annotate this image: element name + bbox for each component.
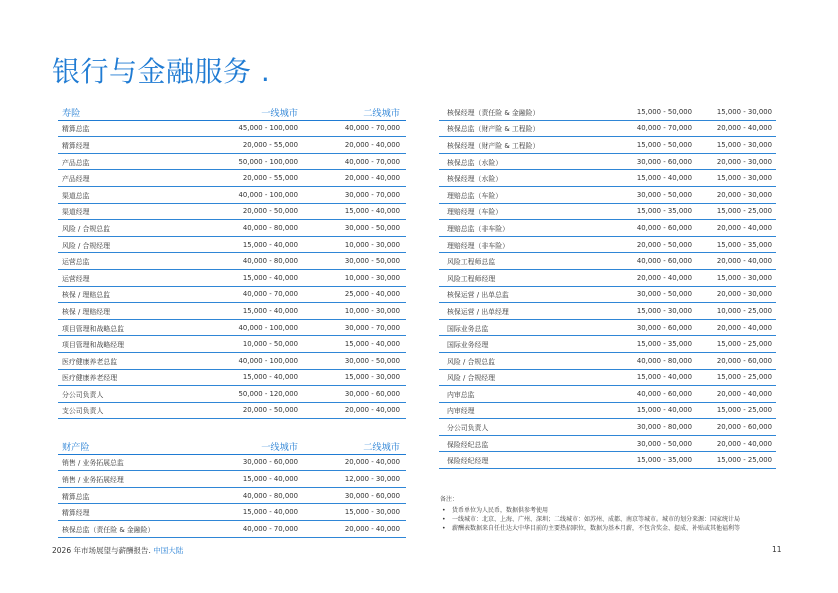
position-name: 核保经理（责任险 & 金融险） bbox=[447, 108, 540, 117]
table-row bbox=[58, 170, 406, 187]
position-name: 精算经理 bbox=[62, 509, 90, 518]
position-name: 医疗健康养老经理 bbox=[62, 374, 118, 383]
tier2-city-salary: 20,000 - 30,000 bbox=[716, 157, 772, 166]
table-row bbox=[58, 386, 406, 403]
table-row bbox=[58, 471, 406, 488]
table-row bbox=[439, 336, 776, 353]
tier1-city-salary: 30,000 - 50,000 bbox=[636, 290, 692, 299]
tier2-city-salary: 20,000 - 40,000 bbox=[716, 323, 772, 332]
position-name: 销售 / 业务拓展总监 bbox=[62, 459, 124, 468]
tier2-city-salary: 30,000 - 50,000 bbox=[344, 223, 400, 232]
tier1-city-salary: 30,000 - 60,000 bbox=[242, 458, 298, 467]
position-name: 渠道经理 bbox=[62, 208, 90, 217]
position-name: 支公司负责人 bbox=[62, 407, 104, 416]
tier1-city-salary: 40,000 - 70,000 bbox=[242, 290, 298, 299]
position-name: 精算总监 bbox=[62, 125, 90, 134]
tier1-city-salary: 50,000 - 100,000 bbox=[238, 157, 298, 166]
tier1-city-salary: 15,000 - 40,000 bbox=[636, 174, 692, 183]
tier1-city-salary: 15,000 - 40,000 bbox=[242, 508, 298, 517]
page-number: 11 bbox=[772, 545, 782, 554]
tier1-city-salary: 20,000 - 50,000 bbox=[242, 207, 298, 216]
property-insurance-salary-table-continued bbox=[439, 104, 776, 469]
table-row bbox=[439, 419, 776, 436]
table-row bbox=[58, 253, 406, 270]
table-row bbox=[58, 521, 406, 538]
position-name: 医疗健康养老总监 bbox=[62, 357, 118, 366]
tier2-city-salary: 20,000 - 40,000 bbox=[344, 140, 400, 149]
position-name: 核保 / 理赔经理 bbox=[62, 307, 111, 316]
table-row bbox=[58, 353, 406, 370]
table-row bbox=[439, 353, 776, 370]
tier1-city-salary: 30,000 - 50,000 bbox=[636, 439, 692, 448]
tier1-city-salary: 30,000 - 80,000 bbox=[636, 423, 692, 432]
tier2-city-salary: 20,000 - 40,000 bbox=[344, 524, 400, 533]
table-row bbox=[58, 370, 406, 387]
tier2-city-salary: 12,000 - 30,000 bbox=[344, 474, 400, 483]
table-row bbox=[58, 336, 406, 353]
tier2-city-salary: 20,000 - 30,000 bbox=[716, 290, 772, 299]
tier1-city-salary: 40,000 - 100,000 bbox=[238, 323, 298, 332]
note-item bbox=[440, 506, 780, 515]
position-name: 理赔总监（车险） bbox=[447, 191, 503, 200]
position-name: 核保运营 / 出单经理 bbox=[447, 307, 509, 316]
table-row bbox=[58, 121, 406, 138]
tier1-city-salary: 30,000 - 50,000 bbox=[636, 190, 692, 199]
position-name: 理赔经理（非车险） bbox=[447, 241, 510, 250]
footer bbox=[52, 545, 183, 556]
tier2-city-salary: 30,000 - 60,000 bbox=[344, 491, 400, 500]
tier2-city-salary: 20,000 - 40,000 bbox=[716, 257, 772, 266]
position-name: 运营经理 bbox=[62, 274, 90, 283]
tier2-city-salary: 15,000 - 25,000 bbox=[716, 373, 772, 382]
table-row bbox=[58, 204, 406, 221]
table-row bbox=[58, 220, 406, 237]
tier2-city-salary: 10,000 - 30,000 bbox=[344, 240, 400, 249]
table-row bbox=[58, 287, 406, 304]
tier1-city-salary: 20,000 - 50,000 bbox=[242, 406, 298, 415]
tier2-city-salary: 15,000 - 30,000 bbox=[344, 508, 400, 517]
position-name: 分公司负责人 bbox=[447, 424, 489, 433]
tier2-city-salary: 15,000 - 25,000 bbox=[716, 456, 772, 465]
tier2-city-salary: 25,000 - 40,000 bbox=[344, 290, 400, 299]
tier1-city-salary: 15,000 - 40,000 bbox=[242, 273, 298, 282]
tier1-city-salary: 15,000 - 40,000 bbox=[636, 373, 692, 382]
table-row bbox=[439, 253, 776, 270]
tier1-city-salary: 40,000 - 60,000 bbox=[636, 223, 692, 232]
tier1-city-salary: 20,000 - 55,000 bbox=[242, 174, 298, 183]
position-name: 核保 / 理赔总监 bbox=[62, 291, 111, 300]
tier1-city-salary: 15,000 - 40,000 bbox=[636, 406, 692, 415]
table-row bbox=[439, 137, 776, 154]
tier2-city-salary: 30,000 - 50,000 bbox=[344, 356, 400, 365]
tier1-city-salary: 15,000 - 40,000 bbox=[242, 474, 298, 483]
note-text: 薪酬表数据来自任仕达大中华目前的主要热招职位，数据为基本月薪，不包含奖金、提成、补贴或其他福利等 bbox=[452, 525, 741, 532]
tier1-city-salary: 20,000 - 55,000 bbox=[242, 140, 298, 149]
tier2-city-salary: 15,000 - 25,000 bbox=[716, 340, 772, 349]
tier2-city-salary: 30,000 - 60,000 bbox=[344, 389, 400, 398]
table-row bbox=[439, 220, 776, 237]
notes bbox=[440, 494, 780, 533]
tier1-city-salary: 15,000 - 50,000 bbox=[636, 107, 692, 116]
position-name: 风险 / 合规总监 bbox=[447, 357, 496, 366]
tier2-city-salary: 15,000 - 25,000 bbox=[716, 207, 772, 216]
tier2-city-salary: 15,000 - 30,000 bbox=[716, 273, 772, 282]
table-row bbox=[58, 154, 406, 171]
tier2-city-salary: 20,000 - 40,000 bbox=[344, 458, 400, 467]
position-name: 产品总监 bbox=[62, 158, 90, 167]
tier2-city-column-header: 二线城市 bbox=[363, 107, 400, 119]
tier1-city-salary: 15,000 - 50,000 bbox=[636, 140, 692, 149]
table-row bbox=[439, 270, 776, 287]
tier2-city-salary: 30,000 - 70,000 bbox=[344, 323, 400, 332]
tier1-city-salary: 40,000 - 80,000 bbox=[242, 257, 298, 266]
tier1-city-salary: 45,000 - 100,000 bbox=[238, 124, 298, 133]
position-name: 风险 / 合规总监 bbox=[62, 224, 111, 233]
position-name: 项目管理和战略总监 bbox=[62, 324, 125, 333]
tier1-city-salary: 50,000 - 120,000 bbox=[238, 389, 298, 398]
note-text: 货币单位为人民币，数据供参考使用 bbox=[452, 507, 549, 514]
tier2-city-salary: 30,000 - 50,000 bbox=[344, 257, 400, 266]
table-body bbox=[439, 104, 776, 469]
tier1-city-salary: 15,000 - 35,000 bbox=[636, 456, 692, 465]
tier1-city-salary: 15,000 - 35,000 bbox=[636, 207, 692, 216]
tier2-city-salary: 15,000 - 40,000 bbox=[344, 340, 400, 349]
life-insurance-salary-table bbox=[58, 104, 406, 419]
tier1-city-salary: 30,000 - 60,000 bbox=[636, 323, 692, 332]
position-name: 销售 / 业务拓展经理 bbox=[62, 475, 124, 484]
position-name: 保险经纪经理 bbox=[447, 457, 489, 466]
position-name: 项目管理和战略经理 bbox=[62, 341, 125, 350]
position-name: 核保经理（财产险 & 工程险） bbox=[447, 141, 540, 150]
table-row bbox=[439, 370, 776, 387]
tier1-city-salary: 40,000 - 70,000 bbox=[636, 124, 692, 133]
tier2-city-salary: 15,000 - 25,000 bbox=[716, 406, 772, 415]
tier2-city-salary: 15,000 - 35,000 bbox=[716, 240, 772, 249]
table-row bbox=[439, 403, 776, 420]
table-row bbox=[58, 488, 406, 505]
position-name: 国际业务总监 bbox=[447, 324, 489, 333]
tier1-city-salary: 40,000 - 80,000 bbox=[242, 491, 298, 500]
footer-report-title: 2026 年市场展望与薪酬报告. bbox=[52, 546, 151, 555]
position-name: 核保总监（财产险 & 工程险） bbox=[447, 125, 540, 134]
section-heading: 财产险 bbox=[62, 441, 90, 453]
tier2-city-salary: 30,000 - 70,000 bbox=[344, 190, 400, 199]
note-item bbox=[440, 515, 780, 524]
position-name: 分公司负责人 bbox=[62, 390, 104, 399]
table-row bbox=[439, 204, 776, 221]
tier1-city-column-header: 一线城市 bbox=[261, 441, 298, 453]
table-row bbox=[58, 320, 406, 337]
tier1-city-column-header: 一线城市 bbox=[261, 107, 298, 119]
tier2-city-salary: 20,000 - 40,000 bbox=[344, 406, 400, 415]
tier2-city-salary: 15,000 - 30,000 bbox=[716, 174, 772, 183]
tier1-city-salary: 40,000 - 80,000 bbox=[636, 356, 692, 365]
tier2-city-salary: 20,000 - 40,000 bbox=[716, 389, 772, 398]
table-header bbox=[58, 104, 406, 121]
tier1-city-salary: 40,000 - 80,000 bbox=[242, 223, 298, 232]
table-row bbox=[58, 455, 406, 472]
table-row bbox=[58, 137, 406, 154]
tier2-city-salary: 15,000 - 30,000 bbox=[716, 140, 772, 149]
table-header bbox=[58, 438, 406, 455]
tier2-city-salary: 15,000 - 30,000 bbox=[344, 373, 400, 382]
tier1-city-salary: 15,000 - 40,000 bbox=[242, 373, 298, 382]
tier2-city-salary: 20,000 - 30,000 bbox=[716, 190, 772, 199]
table-body bbox=[58, 121, 406, 420]
tier2-city-salary: 10,000 - 25,000 bbox=[716, 306, 772, 315]
notes-title: 备注： bbox=[440, 496, 459, 503]
tier1-city-salary: 40,000 - 100,000 bbox=[238, 190, 298, 199]
tier2-city-salary: 20,000 - 60,000 bbox=[716, 423, 772, 432]
tier1-city-salary: 10,000 - 50,000 bbox=[242, 340, 298, 349]
table-row bbox=[439, 237, 776, 254]
position-name: 精算总监 bbox=[62, 492, 90, 501]
tier1-city-salary: 20,000 - 50,000 bbox=[636, 240, 692, 249]
table-row bbox=[439, 303, 776, 320]
table-row bbox=[439, 170, 776, 187]
tier2-city-column-header: 二线城市 bbox=[363, 441, 400, 453]
position-name: 理赔总监（非车险） bbox=[447, 224, 510, 233]
table-row bbox=[58, 270, 406, 287]
table-row bbox=[439, 121, 776, 138]
position-name: 核保总监（水险） bbox=[447, 158, 503, 167]
bullet-icon: • bbox=[442, 525, 446, 532]
note-text: 一线城市：北京、上海、广州、深圳；二线城市：如苏州、成都、南京等城市。城市的划分来源：国家统计局 bbox=[452, 516, 741, 523]
tier1-city-salary: 40,000 - 70,000 bbox=[242, 524, 298, 533]
footer-region: 中国大陆 bbox=[153, 546, 184, 555]
tier2-city-salary: 15,000 - 40,000 bbox=[344, 207, 400, 216]
tier1-city-salary: 15,000 - 30,000 bbox=[636, 306, 692, 315]
table-row bbox=[439, 104, 776, 121]
table-row bbox=[58, 504, 406, 521]
tier1-city-salary: 15,000 - 40,000 bbox=[242, 306, 298, 315]
tier1-city-salary: 30,000 - 60,000 bbox=[636, 157, 692, 166]
tier2-city-salary: 40,000 - 70,000 bbox=[344, 124, 400, 133]
bullet-icon: • bbox=[442, 507, 446, 514]
position-name: 渠道总监 bbox=[62, 191, 90, 200]
position-name: 精算经理 bbox=[62, 141, 90, 150]
table-row bbox=[58, 303, 406, 320]
position-name: 核保运营 / 出单总监 bbox=[447, 291, 509, 300]
table-row bbox=[439, 287, 776, 304]
position-name: 国际业务经理 bbox=[447, 341, 489, 350]
bullet-icon: • bbox=[442, 516, 446, 523]
table-row bbox=[439, 187, 776, 204]
tier2-city-salary: 20,000 - 60,000 bbox=[716, 356, 772, 365]
section-heading: 寿险 bbox=[62, 107, 81, 119]
position-name: 保险经纪总监 bbox=[447, 440, 489, 449]
position-name: 风险 / 合规经理 bbox=[447, 374, 496, 383]
tier2-city-salary: 10,000 - 30,000 bbox=[344, 273, 400, 282]
table-row bbox=[439, 154, 776, 171]
tier1-city-salary: 40,000 - 100,000 bbox=[238, 356, 298, 365]
position-name: 风险工程师经理 bbox=[447, 274, 496, 283]
tier1-city-salary: 40,000 - 60,000 bbox=[636, 257, 692, 266]
tier1-city-salary: 20,000 - 40,000 bbox=[636, 273, 692, 282]
table-row bbox=[439, 320, 776, 337]
tier2-city-salary: 20,000 - 40,000 bbox=[716, 439, 772, 448]
position-name: 风险工程师总监 bbox=[447, 258, 496, 267]
tier2-city-salary: 15,000 - 30,000 bbox=[716, 107, 772, 116]
table-body bbox=[58, 455, 406, 538]
tier2-city-salary: 40,000 - 70,000 bbox=[344, 157, 400, 166]
position-name: 内审经理 bbox=[447, 407, 475, 416]
note-item bbox=[440, 524, 780, 533]
position-name: 核保经理（水险） bbox=[447, 175, 503, 184]
table-row bbox=[439, 452, 776, 469]
table-row bbox=[58, 403, 406, 420]
position-name: 产品经理 bbox=[62, 175, 90, 184]
tier1-city-salary: 40,000 - 60,000 bbox=[636, 389, 692, 398]
page-title: 银行与金融服务 . bbox=[52, 55, 271, 88]
tier1-city-salary: 15,000 - 40,000 bbox=[242, 240, 298, 249]
property-insurance-salary-table bbox=[58, 438, 406, 538]
table-row bbox=[439, 436, 776, 453]
position-name: 核保总监（责任险 & 金融险） bbox=[62, 525, 155, 534]
tier2-city-salary: 20,000 - 40,000 bbox=[716, 223, 772, 232]
table-row bbox=[58, 237, 406, 254]
position-name: 内审总监 bbox=[447, 390, 475, 399]
tier2-city-salary: 10,000 - 30,000 bbox=[344, 306, 400, 315]
table-row bbox=[439, 386, 776, 403]
position-name: 运营总监 bbox=[62, 258, 90, 267]
tier2-city-salary: 20,000 - 40,000 bbox=[716, 124, 772, 133]
tier1-city-salary: 15,000 - 35,000 bbox=[636, 340, 692, 349]
table-row bbox=[58, 187, 406, 204]
position-name: 理赔经理（车险） bbox=[447, 208, 503, 217]
tier2-city-salary: 20,000 - 40,000 bbox=[344, 174, 400, 183]
position-name: 风险 / 合规经理 bbox=[62, 241, 111, 250]
